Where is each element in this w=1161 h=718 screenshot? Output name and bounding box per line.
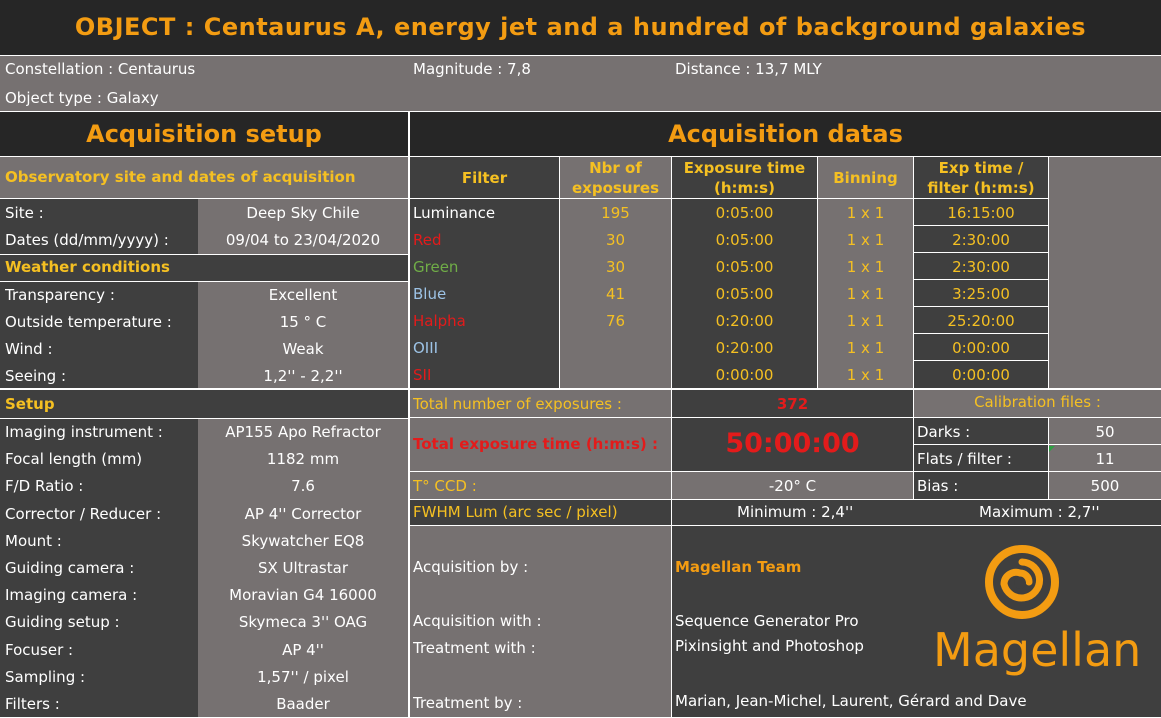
acq-by-label: Acquisition by : [413,558,529,576]
filter-exposure-time: 0:05:00 [715,231,774,249]
flats-value: 11 [1095,450,1115,468]
fwhm-label: FWHM Lum (arc sec / pixel) [413,503,618,521]
setup-value: AP 4'' [282,640,324,659]
treat-with-label: Treatment with : [413,639,536,657]
grid-line [914,360,1048,361]
distance-text: Distance : 13,7 MLY [675,60,822,78]
binning-column-header: Binning [833,169,898,187]
weather-value: 15 ° C [279,313,327,331]
exposure-header-line1: Exposure time [683,159,806,177]
dates-label: Dates (dd/mm/yyyy) : [5,231,169,249]
flats-label: Flats / filter : [917,450,1012,468]
setup-label: Guiding camera : [5,559,135,577]
filter-nbr-exposures: 30 [605,231,626,249]
bias-label: Bias : [917,477,959,495]
filter-total-time: 0:00:00 [952,366,1010,384]
acquisition-datas-title: Acquisition datas [668,120,903,148]
logo-text: Magellan [933,623,1142,677]
grid-line [914,279,1048,280]
setup-value: Skymeca 3'' OAG [238,613,368,632]
filter-name: Blue [413,285,447,303]
total-exposures-value: 372 [776,395,809,413]
setup-value: Skywatcher EQ8 [241,531,365,550]
treat-with-value: Pixinsight and Photoshop [675,637,864,655]
bias-value: 500 [1090,477,1120,495]
filter-total-time: 16:15:00 [947,204,1015,222]
setup-value: 1,57'' / pixel [257,667,349,686]
setup-label: Sampling : [5,667,86,686]
weather-label: Seeing : [5,367,66,385]
setup-value: Moravian G4 16000 [229,586,377,605]
acquisition-setup-title: Acquisition setup [86,120,322,148]
setup-label: Focuser : [5,640,74,659]
weather-label: Transparency : [5,286,115,304]
calibration-title: Calibration files : [974,393,1101,411]
grid-line [0,254,408,255]
grid-line [914,444,1161,445]
total-exposures-label: Total number of exposures : [413,395,622,413]
grid-line [0,111,1161,112]
filter-total-time: 2:30:00 [952,231,1010,249]
setup-value: AP 4'' Corrector [244,504,362,523]
grid-line [817,156,818,388]
grid-line [410,525,1161,526]
setup-value: 7.6 [291,477,315,496]
setup-label: Filters : [5,695,60,713]
filter-exposure-time: 0:05:00 [715,285,774,303]
darks-label: Darks : [917,423,971,441]
grid-line [913,156,914,499]
treat-by-label: Treatment by : [413,694,523,712]
grid-line [0,55,1161,56]
filter-exposure-time: 0:05:00 [715,204,774,222]
comment-marker-icon [1049,446,1055,452]
filter-name: OIII [413,339,439,357]
grid-line [1048,417,1049,499]
setup-label: Corrector / Reducer : [5,504,162,523]
grid-line [408,111,410,717]
nbr-header-line1: Nbr of [589,159,642,177]
grid-line [0,418,408,419]
grid-line [0,281,408,282]
filter-binning: 1 x 1 [846,204,885,222]
ccd-value: -20° C [768,477,817,495]
setup-header-text: Setup [5,395,55,413]
setup-label: F/D Ratio : [5,477,84,496]
filter-binning: 1 x 1 [846,258,885,276]
weather-label: Outside temperature : [5,313,172,331]
grid-line [0,198,1049,199]
table-side-filler [1049,157,1161,388]
constellation-text: Constellation : Centaurus [5,60,196,78]
setup-label: Mount : [5,531,62,550]
darks-value: 50 [1095,423,1115,441]
spiral-logo-icon [925,540,1135,635]
acq-by-value: Magellan Team [675,558,802,576]
object-type-text: Object type : Galaxy [5,89,159,107]
filter-nbr-exposures: 76 [605,312,626,330]
fwhm-maximum: Maximum : 2,7'' [979,503,1100,521]
filter-name: Red [413,231,442,249]
filter-name: Luminance [413,204,496,222]
grid-line [559,156,560,388]
filter-binning: 1 x 1 [846,285,885,303]
grid-line [914,306,1048,307]
grid-line [410,499,1161,500]
grid-line [1048,156,1049,388]
dates-value: 09/04 to 23/04/2020 [225,231,381,249]
setup-value: AP155 Apo Refractor [225,423,381,441]
filter-nbr-exposures: 30 [605,258,626,276]
filter-binning: 1 x 1 [846,231,885,249]
setup-value: SX Ultrastar [257,559,348,577]
setup-header [0,390,408,418]
exposure-header-line2: (h:m:s) [714,179,775,197]
site-label: Site : [5,204,44,222]
grid-line [914,225,1048,226]
ccd-label: T° CCD : [413,477,477,495]
magnitude-text: Magnitude : 7,8 [413,60,531,78]
magellan-logo [925,540,1142,680]
fwhm-minimum: Minimum : 2,4'' [737,503,854,521]
setup-label: Guiding setup : [5,613,120,632]
filter-total-time: 3:25:00 [952,285,1010,303]
weather-value: 1,2'' - 2,2'' [263,367,343,385]
filter-binning: 1 x 1 [846,312,885,330]
observatory-header-text: Observatory site and dates of acquisition [5,168,356,186]
setup-label: Focal length (mm) [5,450,143,469]
total-time-value: 50:00:00 [725,428,860,459]
page-title: OBJECT : Centaurus A, energy jet and a hundred of background galaxies [74,13,1087,41]
grid-line [914,252,1048,253]
nbr-header-line2: exposures [572,179,659,197]
filter-exposure-time: 0:05:00 [715,258,774,276]
filter-exposure-time: 0:20:00 [715,312,774,330]
setup-label: Imaging instrument : [5,423,163,441]
filter-total-time: 0:00:00 [952,339,1010,357]
filter-binning: 1 x 1 [846,366,885,384]
filter-name: Halpha [413,312,466,330]
filter-total-time: 25:20:00 [947,312,1015,330]
weather-value: Excellent [268,286,338,304]
grid-line [0,156,1161,157]
filter-binning: 1 x 1 [846,339,885,357]
filter-name: SII [413,366,432,384]
filter-name: Green [413,258,459,276]
grid-line [671,156,672,499]
total-header-line1: Exp time / [938,159,1024,177]
total-header-line2: filter (h:m:s) [927,179,1035,197]
filter-exposure-time: 0:20:00 [715,339,774,357]
acq-with-value: Sequence Generator Pro [675,612,859,630]
site-value: Deep Sky Chile [246,204,360,222]
weather-value: Weak [282,340,324,358]
setup-value: Baader [276,695,330,713]
grid-line [914,333,1048,334]
filter-nbr-exposures: 195 [601,204,630,222]
grid-line [671,525,672,717]
grid-line [0,388,1161,390]
setup-label: Imaging camera : [5,586,138,605]
treat-by-value: Marian, Jean-Michel, Laurent, Gérard and Dave [675,692,1027,710]
acq-with-label: Acquisition with : [413,612,542,630]
filter-total-time: 2:30:00 [952,258,1010,276]
filter-exposure-time: 0:00:00 [715,366,774,384]
total-time-label: Total exposure time (h:m:s) : [413,435,658,453]
weather-label: Wind : [5,340,53,358]
filter-nbr-exposures: 41 [605,285,626,303]
filter-column-header: Filter [461,169,508,187]
weather-header-text: Weather conditions [5,258,170,276]
setup-value: 1182 mm [266,450,340,469]
